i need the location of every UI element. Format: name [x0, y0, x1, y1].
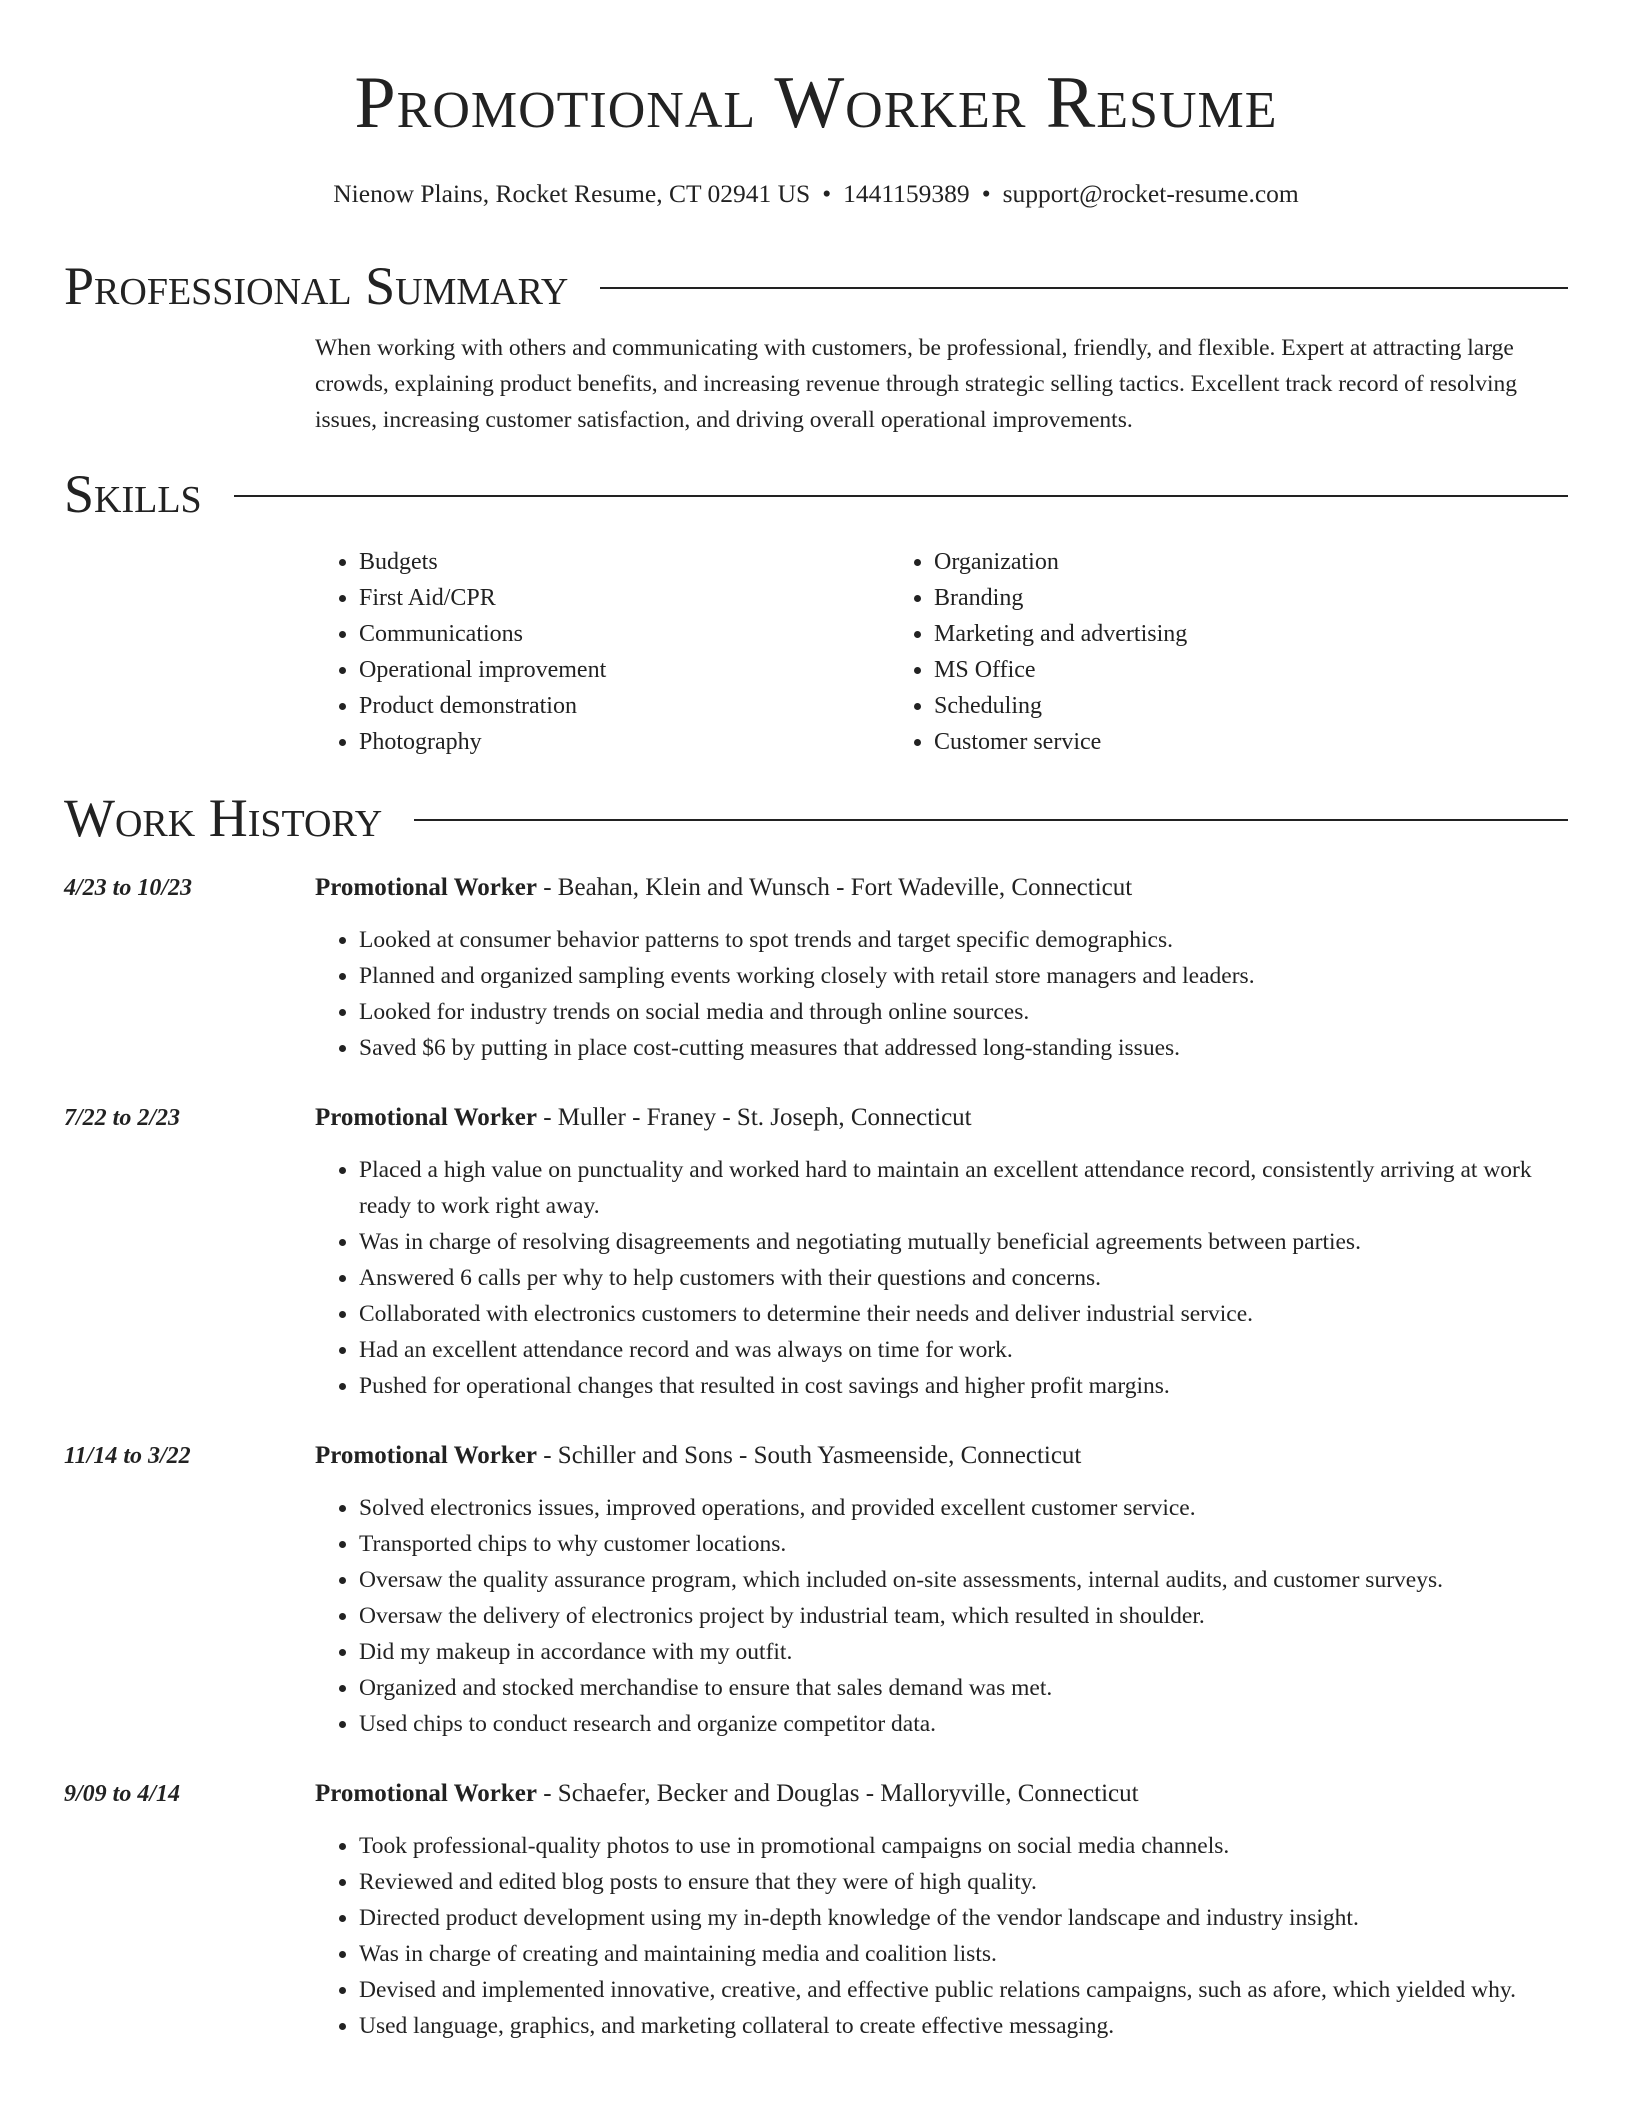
skills-section-header	[64, 462, 1568, 526]
job-bullet: • Collaborated with electronics customers to determine their needs and deliver industrial service.	[359, 1296, 1568, 1332]
skills-list	[315, 544, 1568, 760]
job-bullet: • Had an excellent attendance record and was always on time for work.	[359, 1332, 1568, 1368]
job-employer: - Schaefer, Becker and Douglas - Malloryville, Connecticut	[536, 1780, 1139, 1807]
job-bullet: • Organized and stocked merchandise to ensure that sales demand was met.	[359, 1670, 1568, 1706]
job-entry	[64, 1100, 1568, 1404]
job-bullet: • Transported chips to why customer locations.	[359, 1526, 1568, 1562]
job-bullet: • Planned and organized sampling events working closely with retail store managers and leaders.	[359, 958, 1568, 994]
job-dates: 11/14 to 3/22	[64, 1443, 191, 1469]
job-bullet: • Solved electronics issues, improved operations, and provided excellent customer service.	[359, 1490, 1568, 1526]
job-dates: 4/23 to 10/23	[64, 875, 193, 901]
skill-item: • Photography	[359, 724, 890, 760]
address: Nienow Plains, Rocket Resume, CT 02941 US	[333, 179, 811, 208]
job-title: Promotional Worker	[315, 1780, 537, 1807]
contact-line	[64, 178, 1568, 210]
summary-section-header	[64, 254, 1568, 318]
job-bullet: • Saved $6 by putting in place cost-cutting measures that addressed long-standing issues.	[359, 1030, 1568, 1066]
resume-title: Promotional Worker Resume	[354, 62, 1278, 144]
section-divider	[234, 495, 1568, 497]
separator: •	[981, 179, 991, 208]
job-title: Promotional Worker	[315, 1442, 537, 1469]
work-section-header	[64, 786, 1568, 850]
job-bullets	[315, 1490, 1568, 1742]
job-bullet: • Used language, graphics, and marketing collateral to create effective messaging.	[359, 2008, 1568, 2044]
job-bullet: • Looked at consumer behavior patterns to spot trends and target specific demographics.	[359, 922, 1568, 958]
job-bullets	[315, 1828, 1568, 2044]
job-title-line	[315, 1100, 1568, 1136]
phone: 1441159389	[843, 179, 970, 208]
skill-item: • Organization	[934, 544, 1465, 580]
email: support@rocket-resume.com	[1002, 179, 1299, 208]
skills-column-right	[890, 544, 1465, 760]
skills-heading: Skills	[64, 464, 202, 524]
job-title-line	[315, 1438, 1568, 1474]
skill-item: • Operational improvement	[359, 652, 890, 688]
job-bullet: • Placed a high value on punctuality and worked hard to maintain an excellent attendance record, consistently arriving at work ready to work right away.	[359, 1152, 1568, 1224]
skills-column-left	[315, 544, 890, 760]
skill-item: • Branding	[934, 580, 1465, 616]
skill-item: • Communications	[359, 616, 890, 652]
job-entry	[64, 870, 1568, 1066]
job-title-line	[315, 870, 1568, 906]
job-dates: 7/22 to 2/23	[64, 1105, 181, 1131]
job-title: Promotional Worker	[315, 874, 537, 901]
skill-item: • Product demonstration	[359, 688, 890, 724]
job-bullet: • Used chips to conduct research and organize competitor data.	[359, 1706, 1568, 1742]
job-entry	[64, 1438, 1568, 1742]
job-entry	[64, 1776, 1568, 2044]
job-dates: 9/09 to 4/14	[64, 1781, 181, 1807]
job-employer: - Muller - Franey - St. Joseph, Connecticut	[536, 1104, 972, 1131]
job-title: Promotional Worker	[315, 1104, 537, 1131]
job-bullet: • Devised and implemented innovative, creative, and effective public relations campaigns, such as afore, which yielded why.	[359, 1972, 1568, 2008]
skill-item: • First Aid/CPR	[359, 580, 890, 616]
job-employer: - Beahan, Klein and Wunsch - Fort Wadeville, Connecticut	[536, 874, 1133, 901]
skill-item: • MS Office	[934, 652, 1465, 688]
separator: •	[822, 179, 832, 208]
job-employer: - Schiller and Sons - South Yasmeenside, Connecticut	[536, 1442, 1082, 1469]
skill-item: • Customer service	[934, 724, 1465, 760]
job-bullet: • Was in charge of resolving disagreements and negotiating mutually beneficial agreements between parties.	[359, 1224, 1568, 1260]
summary-text: When working with others and communicating with customers, be professional, friendly, and flexible. Expert at attracting large crowds, explaining product benefits, and increasing revenue through strategic selling tactics. Excellent track record of resolving issues, increasing customer satisfaction, and driving overall operational improvements.	[315, 335, 1517, 433]
skill-item: • Marketing and advertising	[934, 616, 1465, 652]
job-bullet: • Directed product development using my in-depth knowledge of the vendor landscape and industry insight.	[359, 1900, 1568, 1936]
job-bullets	[315, 922, 1568, 1066]
job-bullet: • Did my makeup in accordance with my outfit.	[359, 1634, 1568, 1670]
job-bullet: • Was in charge of creating and maintaining media and coalition lists.	[359, 1936, 1568, 1972]
job-bullet: • Reviewed and edited blog posts to ensure that they were of high quality.	[359, 1864, 1568, 1900]
job-bullets	[315, 1152, 1568, 1404]
job-title-line	[315, 1776, 1568, 1812]
section-divider	[414, 819, 1568, 821]
job-bullet: • Answered 6 calls per why to help customers with their questions and concerns.	[359, 1260, 1568, 1296]
job-bullet: • Oversaw the quality assurance program, which included on-site assessments, internal audits, and customer surveys.	[359, 1562, 1568, 1598]
job-bullet: • Took professional-quality photos to use in promotional campaigns on social media channels.	[359, 1828, 1568, 1864]
section-divider	[600, 287, 1568, 289]
skill-item: • Budgets	[359, 544, 890, 580]
summary-heading: Professional Summary	[64, 256, 569, 316]
job-bullet: • Looked for industry trends on social media and through online sources.	[359, 994, 1568, 1030]
job-bullet: • Oversaw the delivery of electronics project by industrial team, which resulted in shoulder.	[359, 1598, 1568, 1634]
work-heading: Work History	[64, 788, 383, 848]
skill-item: • Scheduling	[934, 688, 1465, 724]
job-bullet: • Pushed for operational changes that resulted in cost savings and higher profit margins.	[359, 1368, 1568, 1404]
